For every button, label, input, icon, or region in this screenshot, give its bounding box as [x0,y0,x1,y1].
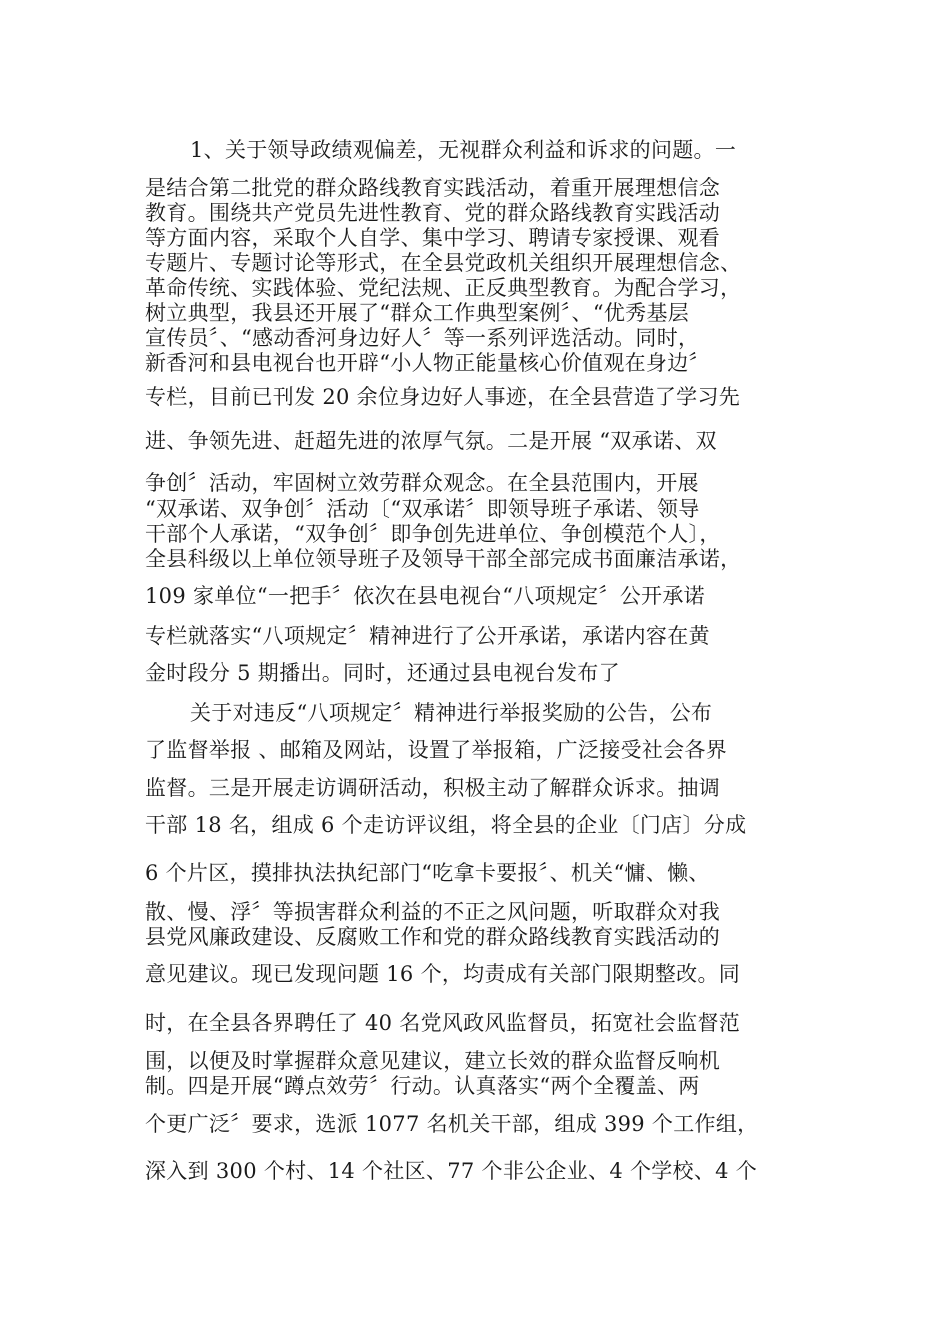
paragraph-line: 深入到 300 个村、14 个社区、77 个非公企业、4 个学校、4 个 [145,1159,758,1183]
paragraph-line: 县党风廉政建设、反腐败工作和党的群众路线教育实践活动的 [145,925,721,949]
paragraph-line: 全县科级以上单位领导班子及领导干部全部完成书面廉洁承诺， [145,547,742,571]
paragraph-line: 监督。三是开展走访调研活动，积极主动了解群众诉求。抽调 [145,776,721,800]
paragraph-line: 争创〞活动，牢固树立效劳群众观念。在全县范围内，开展 [145,471,699,495]
paragraph-line: 干部个人承诺，“双争创〞即争创先进单位、争创模范个人〕， [145,522,721,546]
paragraph-line: 新香河和县电视台也开辟“小人物正能量核心价值观在身边〞 [145,351,710,375]
paragraph-line: 109 家单位“一把手〞依次在县电视台“八项规定〞公开承诺 [145,584,705,608]
paragraph-line: 专栏，目前已刊发 20 余位身边好人事迹，在全县营造了学习先 [145,385,741,409]
paragraph-line: 时，在全县各界聘任了 40 名党风政风监督员，拓宽社会监督范 [145,1011,741,1035]
paragraph-line: 进、争领先进、赶超先进的浓厚气氛。二是开展 “双承诺、双 [145,429,717,453]
paragraph-line: 专栏就落实“八项规定〞精神进行了公开承诺，承诺内容在黄 [145,624,710,648]
paragraph-line: 金时段分 5 期播出。同时，还通过县电视台发布了 [145,661,620,685]
paragraph-line: “双承诺、双争创〞活动〔“双承诺〞即领导班子承诺、领导 [145,497,700,521]
paragraph-line: 围，以便及时掌握群众意见建议，建立长效的群众监督反响机 [145,1049,721,1073]
paragraph-line: 关于对违反“八项规定〞精神进行举报奖励的公告，公布 [190,701,713,725]
paragraph-line: 是结合第二批党的群众路线教育实践活动，着重开展理想信念 [145,176,721,200]
paragraph-line: 6 个片区，摸排执法执纪部门“吃拿卡要报〞、机关“慵、懒、 [145,861,710,885]
paragraph-line: 等方面内容，采取个人自学、集中学习、聘请专家授课、观看 [145,226,721,250]
paragraph-line: 散、慢、浮〞等损害群众利益的不正之风问题，听取群众对我 [145,900,721,924]
paragraph-line: 革命传统、实践体验、党纪法规、正反典型教育。为配合学习， [145,276,742,300]
paragraph-line: 1、关于领导政绩观偏差，无视群众利益和诉求的问题。一 [190,138,737,162]
paragraph-line: 个更广泛〞要求，选派 1077 名机关干部，组成 399 个工作组， [145,1112,759,1136]
paragraph-line: 意见建议。现已发现问题 16 个，均责成有关部门限期整改。同 [145,962,741,986]
paragraph-line: 教育。围绕共产党员先进性教育、党的群众路线教育实践活动 [145,201,721,225]
paragraph-line: 专题片、专题讨论等形式，在全县党政机关组织开展理想信念、 [145,251,742,275]
paragraph-line: 干部 18 名，组成 6 个走访评议组，将全县的企业〔门店〕分成 [145,813,747,837]
paragraph-line: 了监督举报 、邮箱及网站，设置了举报箱，广泛接受社会各界 [145,738,728,762]
paragraph-line: 制。四是开展“蹲点效劳〞行动。认真落实“两个全覆盖、两 [145,1074,700,1098]
paragraph-line: 宣传员〞、“感动香河身边好人〞等一系列评选活动。同时， [145,326,700,350]
paragraph-line: 树立典型，我县还开展了“群众工作典型案例〞、“优秀基层 [145,301,690,325]
